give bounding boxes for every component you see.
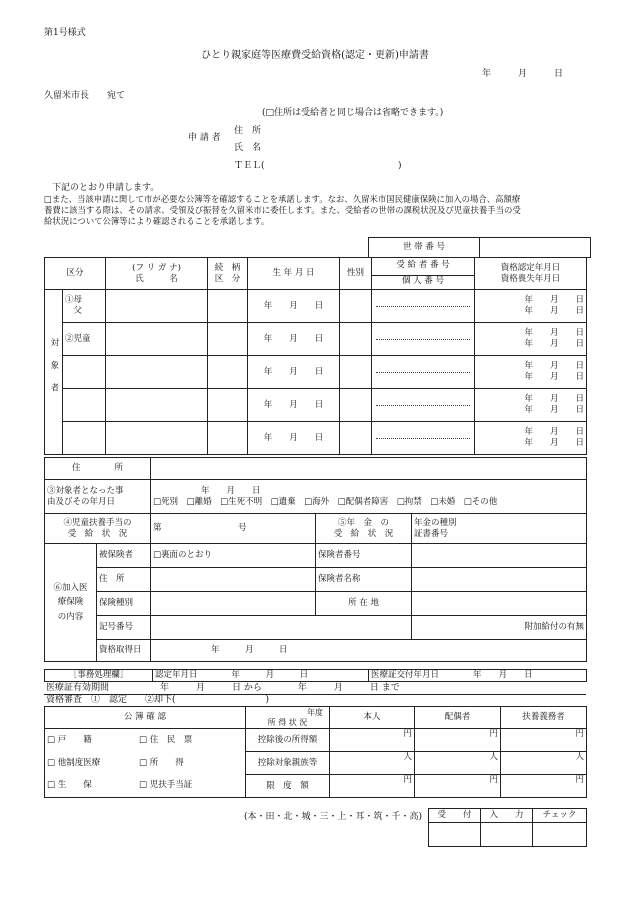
subject-row-1 — [45, 290, 587, 323]
intro-text: 下記のとおり申請します。 — [52, 183, 160, 193]
income-self-amount[interactable]: 円 — [330, 729, 415, 752]
details-table — [44, 457, 587, 662]
divider — [44, 694, 586, 695]
consent-line-1: □また、当該申請に関して市が必要な公簿等を確認することを承諾します。なお、久留米市国民健康保険に加入の場合、高額療 — [44, 194, 521, 204]
office-cert-date[interactable]: 認定年月日 年 月 日 — [153, 670, 369, 682]
stamp-input-label: 入 力 — [481, 809, 533, 823]
records-row-1[interactable]: □ 戸 籍 □ 住 民 票 — [45, 729, 246, 752]
subject-cert-dates[interactable]: 年 月 日 年 月 日 — [475, 356, 587, 389]
records-row-3[interactable]: □ 生 保 □ 児扶手当証 — [45, 775, 246, 798]
subject-row-3 — [45, 356, 587, 389]
acquired-date-label: 資格取得日 — [97, 640, 151, 662]
income-col-spouse: 配偶者 — [415, 707, 501, 729]
insurer-name-label: 保険者名称 — [316, 568, 412, 592]
address-label: 住 所 — [45, 458, 151, 480]
stamp-check-box[interactable] — [533, 823, 587, 847]
reason-label: ③対象者となった事 由及びその年月日 — [45, 480, 151, 514]
location-field[interactable] — [412, 592, 587, 616]
subject-name-field[interactable] — [106, 389, 208, 422]
insured-field[interactable]: □裏面のとおり — [151, 544, 316, 568]
subject-sex-field[interactable] — [340, 323, 372, 356]
insurer-number-label: 保険者番号 — [316, 544, 412, 568]
stamp-table — [428, 808, 587, 847]
subject-relation-field[interactable] — [208, 389, 248, 422]
household-number-table — [368, 237, 591, 258]
income-spouse-amount[interactable]: 円 — [415, 729, 501, 752]
insurance-type-field[interactable] — [151, 592, 316, 616]
subject-category — [63, 356, 106, 389]
income-self-count[interactable]: 人 — [330, 752, 415, 775]
household-number-field[interactable] — [480, 238, 591, 258]
stamp-check-label: チェック — [533, 809, 587, 823]
income-spouse-count[interactable]: 人 — [415, 752, 501, 775]
applicant-name-label: 氏 名 — [234, 143, 262, 153]
pension-label: ⑤年 金 の 受 給 状 況 — [316, 514, 412, 544]
subject-sex-field[interactable] — [340, 356, 372, 389]
subject-category — [63, 389, 106, 422]
consent-line-2: 養費に該当する際は、その請求、受領及び振替を久留米市に委任します。また、受給者の世帯の課税状況及び児童扶養手当の受 — [44, 205, 521, 215]
subject-numbers-field[interactable] — [372, 422, 475, 455]
income-row-label: 控除後の所得額 — [246, 729, 330, 752]
subject-category — [63, 422, 106, 455]
validity-label: 医療証有効期間 — [46, 683, 110, 693]
subject-row-4 — [45, 389, 587, 422]
subject-row-2 — [45, 323, 587, 356]
col-cert-dates: 資格認定年月日 資格喪失年月日 — [475, 258, 587, 290]
subject-numbers-field[interactable] — [372, 290, 475, 323]
subject-birthdate[interactable]: 年 月 日 — [248, 290, 340, 323]
stamp-reception-label: 受 付 — [429, 809, 481, 823]
subject-birthdate[interactable]: 年 月 日 — [248, 323, 340, 356]
col-sex: 性別 — [340, 258, 372, 290]
subject-birthdate[interactable]: 年 月 日 — [248, 356, 340, 389]
insurance-address-label: 住 所 — [97, 568, 151, 592]
subject-sex-field[interactable] — [340, 422, 372, 455]
stamp-reception-box[interactable] — [429, 823, 481, 847]
child-support-label: ④児童扶養手当の 受 給 状 況 — [45, 514, 151, 544]
income-self-limit[interactable]: 円 — [330, 775, 415, 798]
symbol-number-field[interactable] — [151, 616, 412, 640]
insurer-number-field[interactable] — [412, 544, 587, 568]
reason-field[interactable]: 年 月 日 □死別 □離婚 □生死不明 □遺棄 □海外 □配偶者障害 □拘禁 □未婚 □その他 — [151, 480, 587, 514]
income-row-label: 限 度 額 — [246, 775, 330, 798]
addressee: 久留米市長 宛て — [44, 91, 126, 101]
address-note: (□住所は受給者と同じ場合は省略できます。) — [262, 108, 444, 118]
location-label: 所 在 地 — [316, 592, 412, 616]
insurer-name-field[interactable] — [412, 568, 587, 592]
income-dependent-amount[interactable]: 円 — [501, 729, 587, 752]
extra-benefit[interactable]: 附加給付の有無 — [412, 616, 587, 640]
subject-sex-field[interactable] — [340, 290, 372, 323]
subject-name-field[interactable] — [106, 356, 208, 389]
insurance-type-label: 保険種別 — [97, 592, 151, 616]
subject-cert-dates[interactable]: 年 月 日 年 月 日 — [475, 290, 587, 323]
applicant-address-label: 住 所 — [234, 126, 262, 136]
income-dependent-count[interactable]: 人 — [501, 752, 587, 775]
subject-cert-dates[interactable]: 年 月 日 年 月 日 — [475, 389, 587, 422]
form-number: 第1号様式 — [44, 28, 86, 38]
subject-relation-field[interactable] — [208, 290, 248, 323]
subject-name-field[interactable] — [106, 323, 208, 356]
records-income-table — [44, 706, 587, 798]
office-label: ［事務処理欄］ — [45, 670, 153, 682]
income-spouse-limit[interactable]: 円 — [415, 775, 501, 798]
subject-relation-field[interactable] — [208, 323, 248, 356]
subject-birthdate[interactable]: 年 月 日 — [248, 422, 340, 455]
applicant-tel-close: ) — [398, 161, 402, 171]
acquired-date-field[interactable]: 年 月 日 — [151, 640, 587, 662]
subject-numbers-field[interactable] — [372, 323, 475, 356]
stamp-input-box[interactable] — [481, 823, 533, 847]
symbol-number-label: 記号番号 — [97, 616, 151, 640]
address-field[interactable] — [151, 458, 587, 480]
subject-cert-dates[interactable]: 年 月 日 年 月 日 — [475, 323, 587, 356]
col-category: 区分 — [45, 258, 106, 290]
applicant-label: 申 請 者 — [188, 133, 221, 143]
subject-category: ②児童 — [63, 323, 106, 356]
subject-numbers-field[interactable] — [372, 389, 475, 422]
page-title: ひとり親家庭等医療費受給資格(認定・更新)申請書 — [201, 50, 429, 61]
subject-numbers-field[interactable] — [372, 356, 475, 389]
pension-field[interactable]: 年金の種別 証書番号 — [412, 514, 587, 544]
child-support-number[interactable]: 第 号 — [151, 514, 316, 544]
consent-line-3: 給状況について公簿等により確認されることを承諾します。 — [44, 216, 270, 226]
review-status[interactable]: 資格審査 ① 認定 ②却下( ) — [46, 695, 270, 705]
income-row-label: 控除対象親族等 — [246, 752, 330, 775]
records-row-2[interactable]: □ 他制度医療 □ 所 得 — [45, 752, 246, 775]
insured-label: 被保険者 — [97, 544, 151, 568]
subject-row-5 — [45, 422, 587, 455]
subject-cert-dates[interactable]: 年 月 日 年 月 日 — [475, 422, 587, 455]
income-status-label: 年度 所 得 状 況 — [246, 707, 330, 729]
income-dependent-limit[interactable]: 円 — [501, 775, 587, 798]
subject-relation-field[interactable] — [208, 356, 248, 389]
household-number-label: 世 帯 番 号 — [369, 238, 480, 258]
subject-birthdate[interactable]: 年 月 日 — [248, 389, 340, 422]
insurance-label: ⑥加入医 療保険 の内容 — [45, 544, 97, 662]
subjects-side-label: 対象者 — [45, 290, 63, 455]
office-processing-table — [44, 669, 587, 682]
application-date[interactable]: 年 月 日 — [482, 69, 564, 79]
subject-category: ①母 父 — [63, 290, 106, 323]
insurance-address-field[interactable] — [151, 568, 316, 592]
subjects-table — [44, 257, 587, 455]
col-relation: 続 柄 区 分 — [208, 258, 248, 290]
validity-value[interactable]: 年 月 日 から 年 月 日 まで — [160, 683, 400, 693]
subject-sex-field[interactable] — [340, 389, 372, 422]
col-recipient-number: 受 給 者 番 号 個 人 番 号 — [372, 258, 475, 290]
subject-name-field[interactable] — [106, 290, 208, 323]
subject-name-field[interactable] — [106, 422, 208, 455]
subject-relation-field[interactable] — [208, 422, 248, 455]
branch-offices: (本・田・北・城・三・上・耳・筑・千・高) — [244, 812, 423, 822]
applicant-tel-label: ＴＥＬ( — [234, 161, 265, 171]
income-col-dependent: 扶養義務者 — [501, 707, 587, 729]
office-issue-date[interactable]: 医療証交付年月日 年 月 日 — [369, 670, 587, 682]
records-title: 公 簿 確 認 — [45, 707, 246, 729]
income-col-self: 本人 — [330, 707, 415, 729]
col-name: (フ リ ガ ナ) 氏 名 — [106, 258, 208, 290]
col-birthdate: 生 年 月 日 — [248, 258, 340, 290]
